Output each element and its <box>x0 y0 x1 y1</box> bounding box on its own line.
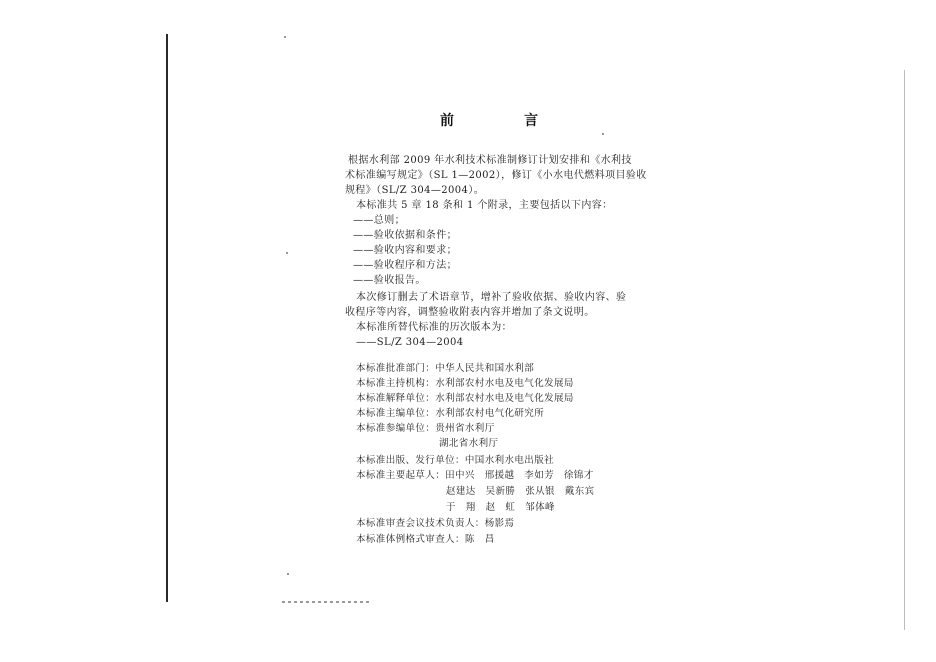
list-item: ——验收依据和条件； <box>353 230 457 241</box>
page-title: 前 言 <box>440 113 566 129</box>
credit-line: 本标准主持机构：水利部农村水电及电气化发展局 <box>356 378 574 389</box>
scan-speck <box>286 252 288 254</box>
paragraph-line: 本标准所替代标准的历次版本为： <box>356 322 512 333</box>
scan-bottom-noise <box>282 601 372 603</box>
paragraph-line: 根据水利部 2009 年水利技术标准制修订计划安排和《水利技 <box>348 155 632 166</box>
page-right-edge-line <box>904 70 905 630</box>
credit-line: 本标准审查会议技术负责人：杨影焉 <box>356 518 515 529</box>
credit-line: 赵建达 吴新勝 张从银 戴东宾 <box>446 486 595 497</box>
paragraph-line: 本次修订删去了术语章节，增补了验收依据、验收内容、验 <box>356 292 627 303</box>
list-item: ——验收程序和方法； <box>353 260 457 271</box>
paragraph-line: 术标准编写规定》（SL 1—2002），修订《小水电代燃料项目验收 <box>345 170 647 181</box>
credit-line: 于 翔 赵 虹 邹体峰 <box>446 502 555 513</box>
credit-line: 本标准批准部门：中华人民共和国水利部 <box>356 363 535 374</box>
list-item: ——验收报告。 <box>353 275 426 286</box>
scan-speck <box>284 36 286 38</box>
credit-line: 本标准解释单位：水利部农村水电及电气化发展局 <box>356 393 574 404</box>
page-left-edge-line <box>166 34 168 602</box>
credit-line: 湖北省水利厅 <box>439 438 499 449</box>
paragraph-line: 收程序等内容，调整验收附表内容并增加了条文说明。 <box>345 307 595 318</box>
scan-speck <box>602 133 604 135</box>
credit-line: 本标准体例格式审查人：陈 昌 <box>356 534 495 545</box>
credit-line: 本标准参编单位：贵州省水利厅 <box>356 423 495 434</box>
paragraph-line: 规程》（SL/Z 304—2004）。 <box>345 185 485 196</box>
paragraph-line: 本标准共 5 章 18 条和 1 个附录，主要包括以下内容： <box>356 200 613 211</box>
list-item: ——验收内容和要求； <box>353 245 457 256</box>
scan-speck <box>287 573 289 575</box>
credit-line: 本标准出版、发行单位：中国水利水电出版社 <box>356 455 555 466</box>
credit-line: 本标准主要起草人：田中兴 邢援越 李如芳 徐锦才 <box>356 470 594 481</box>
list-item: ——SL/Z 304—2004 <box>356 337 464 348</box>
list-item: ——总则； <box>353 215 405 226</box>
credit-line: 本标准主编单位：水利部农村电气化研究所 <box>356 408 545 419</box>
